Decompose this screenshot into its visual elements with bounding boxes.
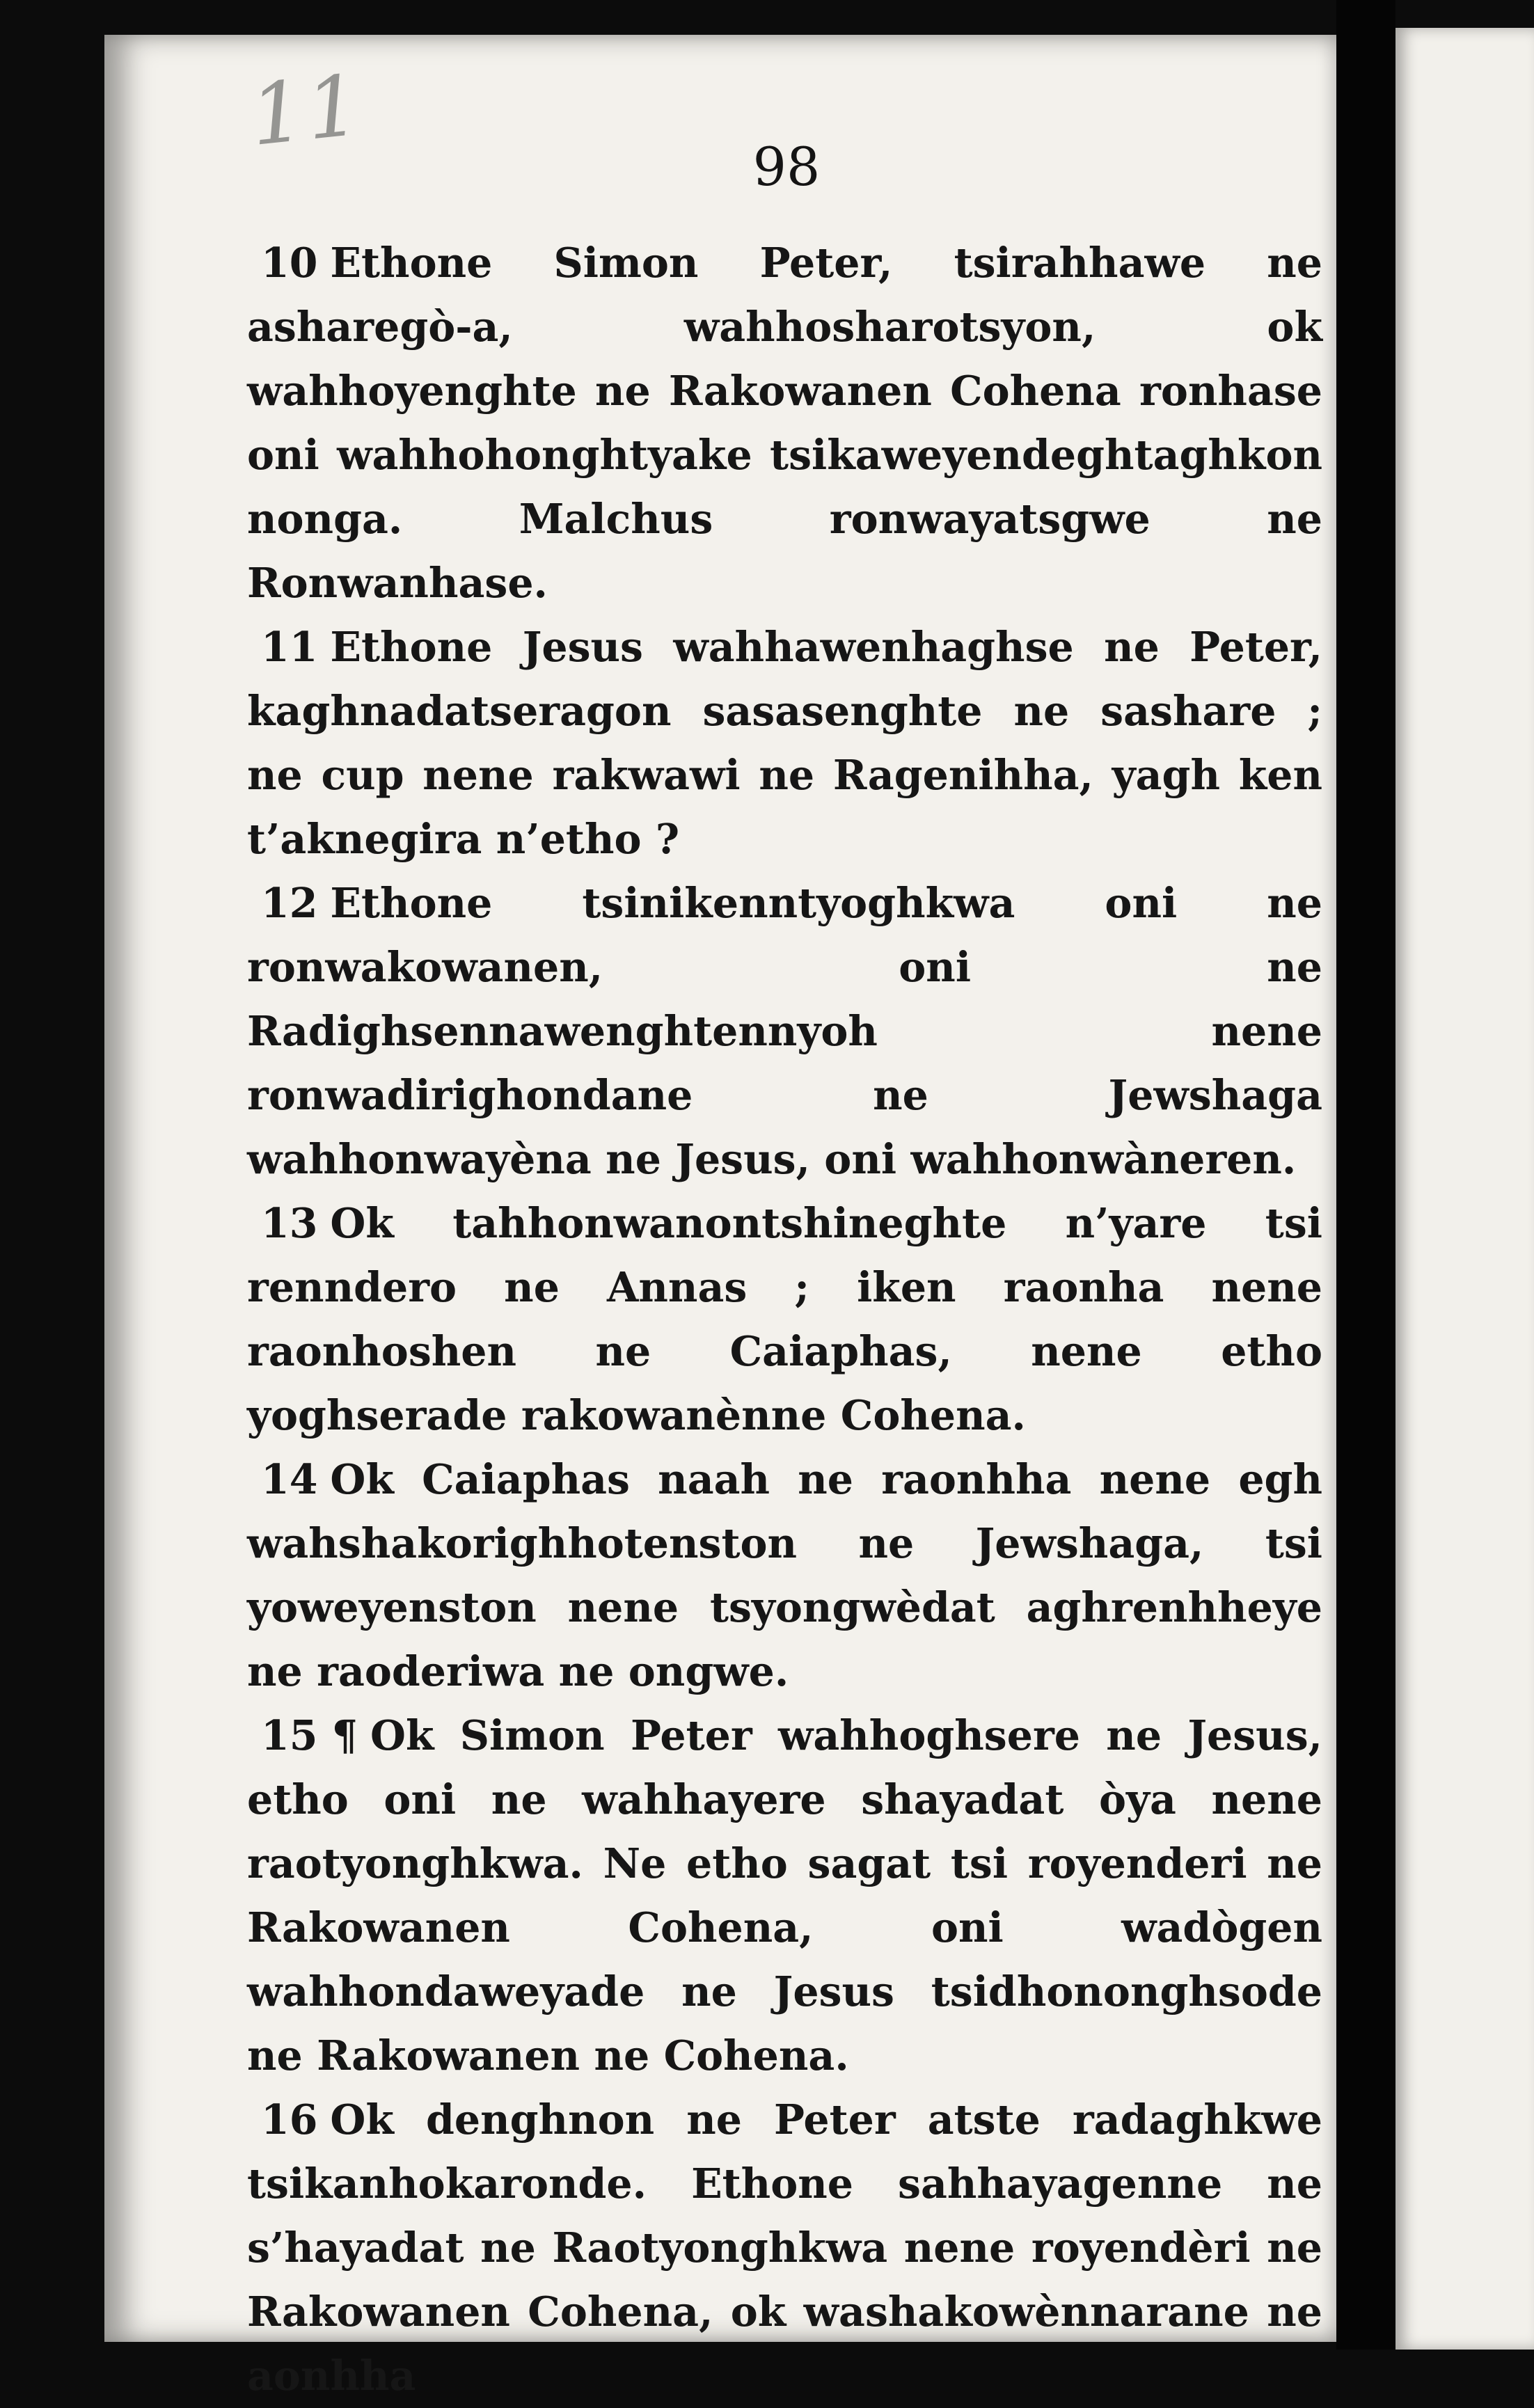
verse-number: 12 (261, 879, 318, 927)
verse-16 (247, 2088, 1322, 2408)
verse-text: Ok Caiaphas naah ne raonhha nene egh wahshakorighhotenston ne Jewshaga, tsi yoweyenston nene tsyongwèdat aghrenhheye ne raoderiwa ne ongwe. (247, 1455, 1322, 1695)
verse-13 (247, 1191, 1322, 1448)
verse-text: Ethone tsinikenntyoghkwa oni ne ronwakowanen, oni ne Radighsennawenghtennyoh nene ronwadirighondane ne Jewshaga wahhonwayèna ne Jesus, oni wahhonwàneren. (247, 879, 1322, 1183)
verse-number: 10 (261, 239, 318, 287)
verse-text: Ethone Jesus wahhawenhaghse ne Peter, kaghnadatseragon sasasenghte ne sashare ; ne cup nene rakwawi ne Ragenihha, yagh ken t’aknegira n’etho ? (247, 623, 1322, 863)
verse-number: 13 (261, 1199, 318, 1247)
book-gutter (1336, 0, 1395, 2350)
verse-number: 15 ¶ (261, 1711, 358, 1759)
page-number: 98 (752, 136, 821, 198)
verse-11 (247, 615, 1322, 871)
verse-10 (247, 231, 1322, 615)
verse-12 (247, 871, 1322, 1191)
verse-text: Ok tahhonwanontshineghte n’yare tsi renndero ne Annas ; iken raonha nene raonhoshen ne Caiaphas, nene etho yoghserade rakowanènne Cohena. (247, 1199, 1322, 1439)
verse-15 (247, 1704, 1322, 2088)
verse-14 (247, 1448, 1322, 1704)
pencil-annotation: 11 (246, 56, 367, 166)
verse-number: 16 (261, 2096, 318, 2144)
verse-number: 11 (261, 623, 318, 671)
verse-text: Ethone Simon Peter, tsirahhawe ne asharegò-a, wahhosharotsyon, ok wahhoyenghte ne Rakowanen Cohena ronhase oni wahhohonghtyake tsikaweyendeghtaghkon nonga. Malchus ronwayatsgwe ne Ronwanhase. (247, 239, 1322, 607)
verse-text: Ok denghnon ne Peter atste radaghkwe tsikanhokaronde. Ethone sahhayagenne ne s’hayadat ne Raotyonghkwa nene royendèri ne Rakowanen Cohena, ok washakowènnarane ne aonhha (247, 2096, 1322, 2400)
page-body (247, 231, 1322, 2408)
verse-number: 14 (261, 1455, 318, 1503)
verse-text: Ok Simon Peter wahhoghsere ne Jesus, etho oni ne wahhayere shayadat òya nene raotyonghkwa. Ne etho sagat tsi royenderi ne Rakowanen Cohena, oni wadògen wahhondaweyade ne Jesus tsidhononghsode ne Rakowanen ne Cohena. (247, 1711, 1322, 2080)
right-page-edge (1395, 28, 1534, 2350)
